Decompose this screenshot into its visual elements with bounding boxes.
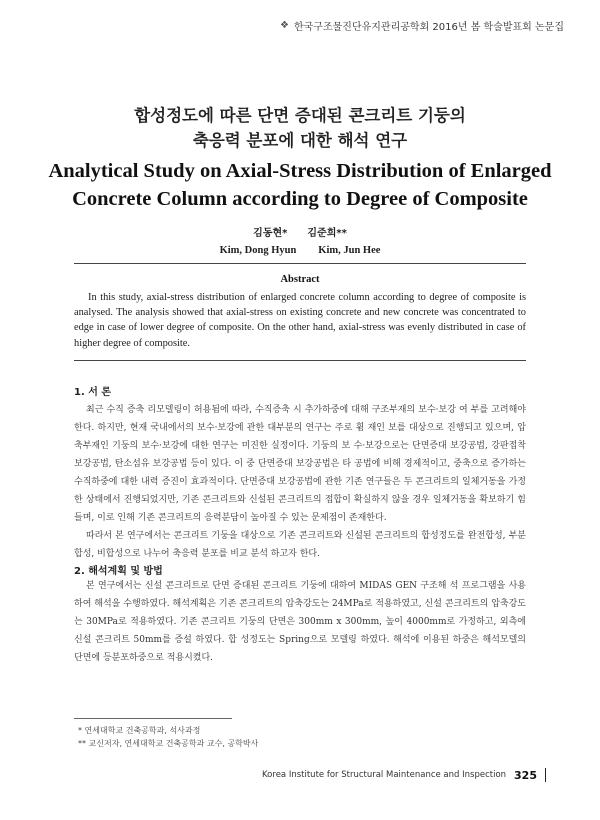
journal-name: 한국구조물진단유지관리공학회 2016년 봄 학술발표회 논문집	[293, 22, 564, 33]
author-1-korean: 김동현*	[253, 228, 288, 239]
english-title	[0, 157, 600, 213]
english-authors	[0, 245, 600, 256]
abstract-text	[74, 290, 526, 351]
author-1-english: Kim, Dong Hyun	[219, 245, 297, 256]
section-1-paragraph-2	[74, 527, 526, 563]
section-2-body	[74, 577, 526, 667]
body-line: 따라서 본 연구에서는 콘크리트 기둥을 대상으로 기존 콘크리트와 신설된 콘크리트의 합성정도를	[86, 531, 465, 541]
footnote-1: * 연세대학교 건축공학과, 석사과정	[78, 726, 201, 735]
footnotes	[78, 724, 258, 750]
abstract-line: edge in case of lower degree of composite. On the other hand, axial-stress was evenly distributed in case	[74, 322, 515, 334]
diamond-cross-icon: ❖	[280, 20, 289, 31]
abstract-heading: Abstract	[280, 274, 320, 285]
body-line: 부를 고려해야 한다. 하지만, 현재 국내에서의 보수·보강에 관한 대부분의 연구는 주로 휨 재인 보를	[74, 405, 526, 433]
body-line: 최근 수직 증축 리모델링이 허용됨에 따라, 수직증축 시 추가하중에 대해 구조부재의 보수·보강 여	[86, 405, 468, 415]
body-line: 적용하였고, 신설 콘크리트의 압축강도는 30MPa로 적용하였다. 기존 콘크리트 기둥의 단면은	[74, 599, 526, 627]
section-2-paragraph-1	[74, 577, 526, 667]
body-line: 완전합성, 부분합성, 비합성으로 나누어 축응력 분포를 비교 분석 하고자 한다.	[74, 531, 526, 559]
abstract-line: analysed. The analysis showed that axial-stress on existing concrete and new concrete was concentrated to	[74, 307, 526, 319]
section-1-heading: 1. 서 론	[74, 387, 112, 398]
footnote-rule	[74, 718, 232, 719]
body-line: 기존 콘크리트와 신설된 콘크리트의 접합이 확실하지 않을 경우 일체거동을 확보하기 힘들며, 이로	[74, 495, 526, 523]
body-line: 적용시켰다.	[166, 653, 214, 663]
korean-title	[0, 103, 600, 153]
footer-divider	[545, 768, 546, 782]
body-line: 성정도는 Spring으로 모델링 하였다. 해석에 이용된 하중은 해석모델의 단면에 등분포하중으로	[74, 635, 526, 663]
footnote-2: ** 교신저자, 연세대학교 건축공학과 교수, 공학박사	[78, 739, 259, 748]
section-1-paragraph-1	[74, 401, 526, 527]
body-line: 인해 기존 콘크리트의 응력분담이 높아질 수 있는 문제점이 존재한다.	[117, 513, 387, 523]
abstract-line: In this study, axial-stress distribution of enlarged concrete column according to degree of composite is	[88, 292, 526, 303]
footer-institute: Korea Institute for Structural Maintenance and Inspection	[262, 770, 507, 780]
journal-header	[280, 18, 564, 33]
body-line: 본 연구에서는 신설 콘크리트로 단면 증대된 콘크리트 기둥에 대하여 MIDAS GEN 구조해	[86, 581, 447, 591]
body-line: 300mm x 300mm, 높이 4000mm로 가정하고, 외측에 신설 콘크리트 50mm를 증설 하였다. 합	[74, 617, 526, 645]
section-1-body	[74, 401, 526, 563]
body-line: 석 프로그램을 사용하여 해석을 수행하였다. 해석계획은 기존 콘크리트의 압축강도는 24MPa로	[74, 581, 526, 609]
body-line: 대상으로 진행되고 있으며, 압축부재인 기둥의 보수·보강에 대한 연구는 미진한 실정이다. 기둥의 보	[74, 423, 526, 451]
abstract-bottom-rule	[74, 360, 526, 361]
body-line: 보강공법은 타 공법에 비해 경제적이고, 중축으로 증가하는 수직하중에 대한 내력 증진이 효과적이다.	[74, 459, 526, 487]
english-title-line-2: Concrete Column according to Degree of Composite	[72, 188, 528, 210]
section-2-heading: 2. 해석계획 및 방법	[74, 566, 163, 577]
author-block	[0, 224, 600, 256]
english-title-line-1: Analytical Study on Axial-Stress Distribution of Enlarged	[48, 160, 552, 182]
body-line: 단면증대 보강공법에 관한 기존 연구들은 두 콘크리트의 일체거동을 가정한 상태에서 진행되었지만,	[74, 477, 526, 505]
korean-authors	[0, 224, 600, 239]
author-2-korean: 김준희**	[307, 228, 347, 239]
korean-title-line-1: 합성정도에 따른 단면 증대된 콘크리트 기둥의	[134, 106, 466, 125]
body-line: 수·보강으로는 단면증대 보강공법, 강판접착 보강공법, 탄소섬유 보강공법 등이 있다. 이 중 단면증대	[74, 441, 526, 469]
abstract-top-rule	[74, 263, 526, 264]
page-footer	[262, 768, 546, 782]
abstract-line: of higher degree of composite.	[74, 322, 526, 349]
page-number: 325	[514, 768, 537, 782]
author-2-english: Kim, Jun Hee	[318, 245, 381, 256]
korean-title-line-2: 축응력 분포에 대한 해석 연구	[192, 131, 408, 150]
